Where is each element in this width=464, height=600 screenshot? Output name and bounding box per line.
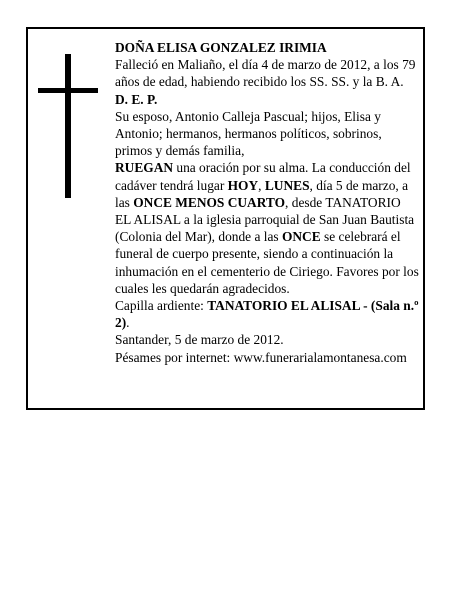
cross-vertical-bar	[65, 54, 71, 198]
hoy-word: HOY	[227, 177, 259, 193]
funeral-hour: ONCE	[281, 229, 321, 245]
chapel-place: TANATORIO EL ALISAL - (Sala n.º 2)	[115, 298, 419, 331]
departure-hour: ONCE MENOS CUARTO	[133, 194, 286, 210]
ruegan-word: RUEGAN	[115, 160, 174, 176]
cross-icon	[38, 54, 98, 198]
condolences-line: Pésames por internet: www.funerarialamontanesa.com	[115, 349, 407, 365]
obituary-text	[115, 39, 419, 366]
family-list: Su esposo, Antonio Calleja Pascual; hijos, Elisa y Antonio; hermanos, hermanos políticos, sobrinos, primos y demás familia,	[115, 108, 382, 159]
rip-line: D. E. P.	[115, 91, 158, 107]
deceased-name: DOÑA ELISA GONZALEZ IRIMIA	[115, 40, 327, 55]
death-statement: Falleció en Maliaño, el día 4 de marzo de 2012, a los 79 años de edad, habiendo recibido los SS. SS. y la B. A.	[115, 57, 416, 90]
obituary-notice	[26, 27, 425, 410]
condolences-url[interactable]: www.funerarialamontanesa.com	[233, 349, 407, 365]
cross-horizontal-bar	[38, 88, 98, 93]
request-paragraph: RUEGAN una oración por su alma. La conducción del cadáver tendrá lugar HOY, LUNES, día 5 de marzo, a las ONCE MENOS CUARTO, desde TANATORIO EL ALISAL a la iglesia parroquial de San Juan Bautista (Colonia del Mar), donde a las ONCE se celebrará el funeral de cuerpo presente, siendo a continuación la inhumación en el cementerio de Ciriego. Favores por los cuales les quedarán agradecidos.	[115, 160, 419, 296]
chapel-line: Capilla ardiente: TANATORIO EL ALISAL - (Sala n.º 2).	[115, 298, 419, 331]
lunes-word: LUNES	[264, 177, 310, 193]
place-date: Santander, 5 de marzo de 2012.	[115, 332, 284, 348]
